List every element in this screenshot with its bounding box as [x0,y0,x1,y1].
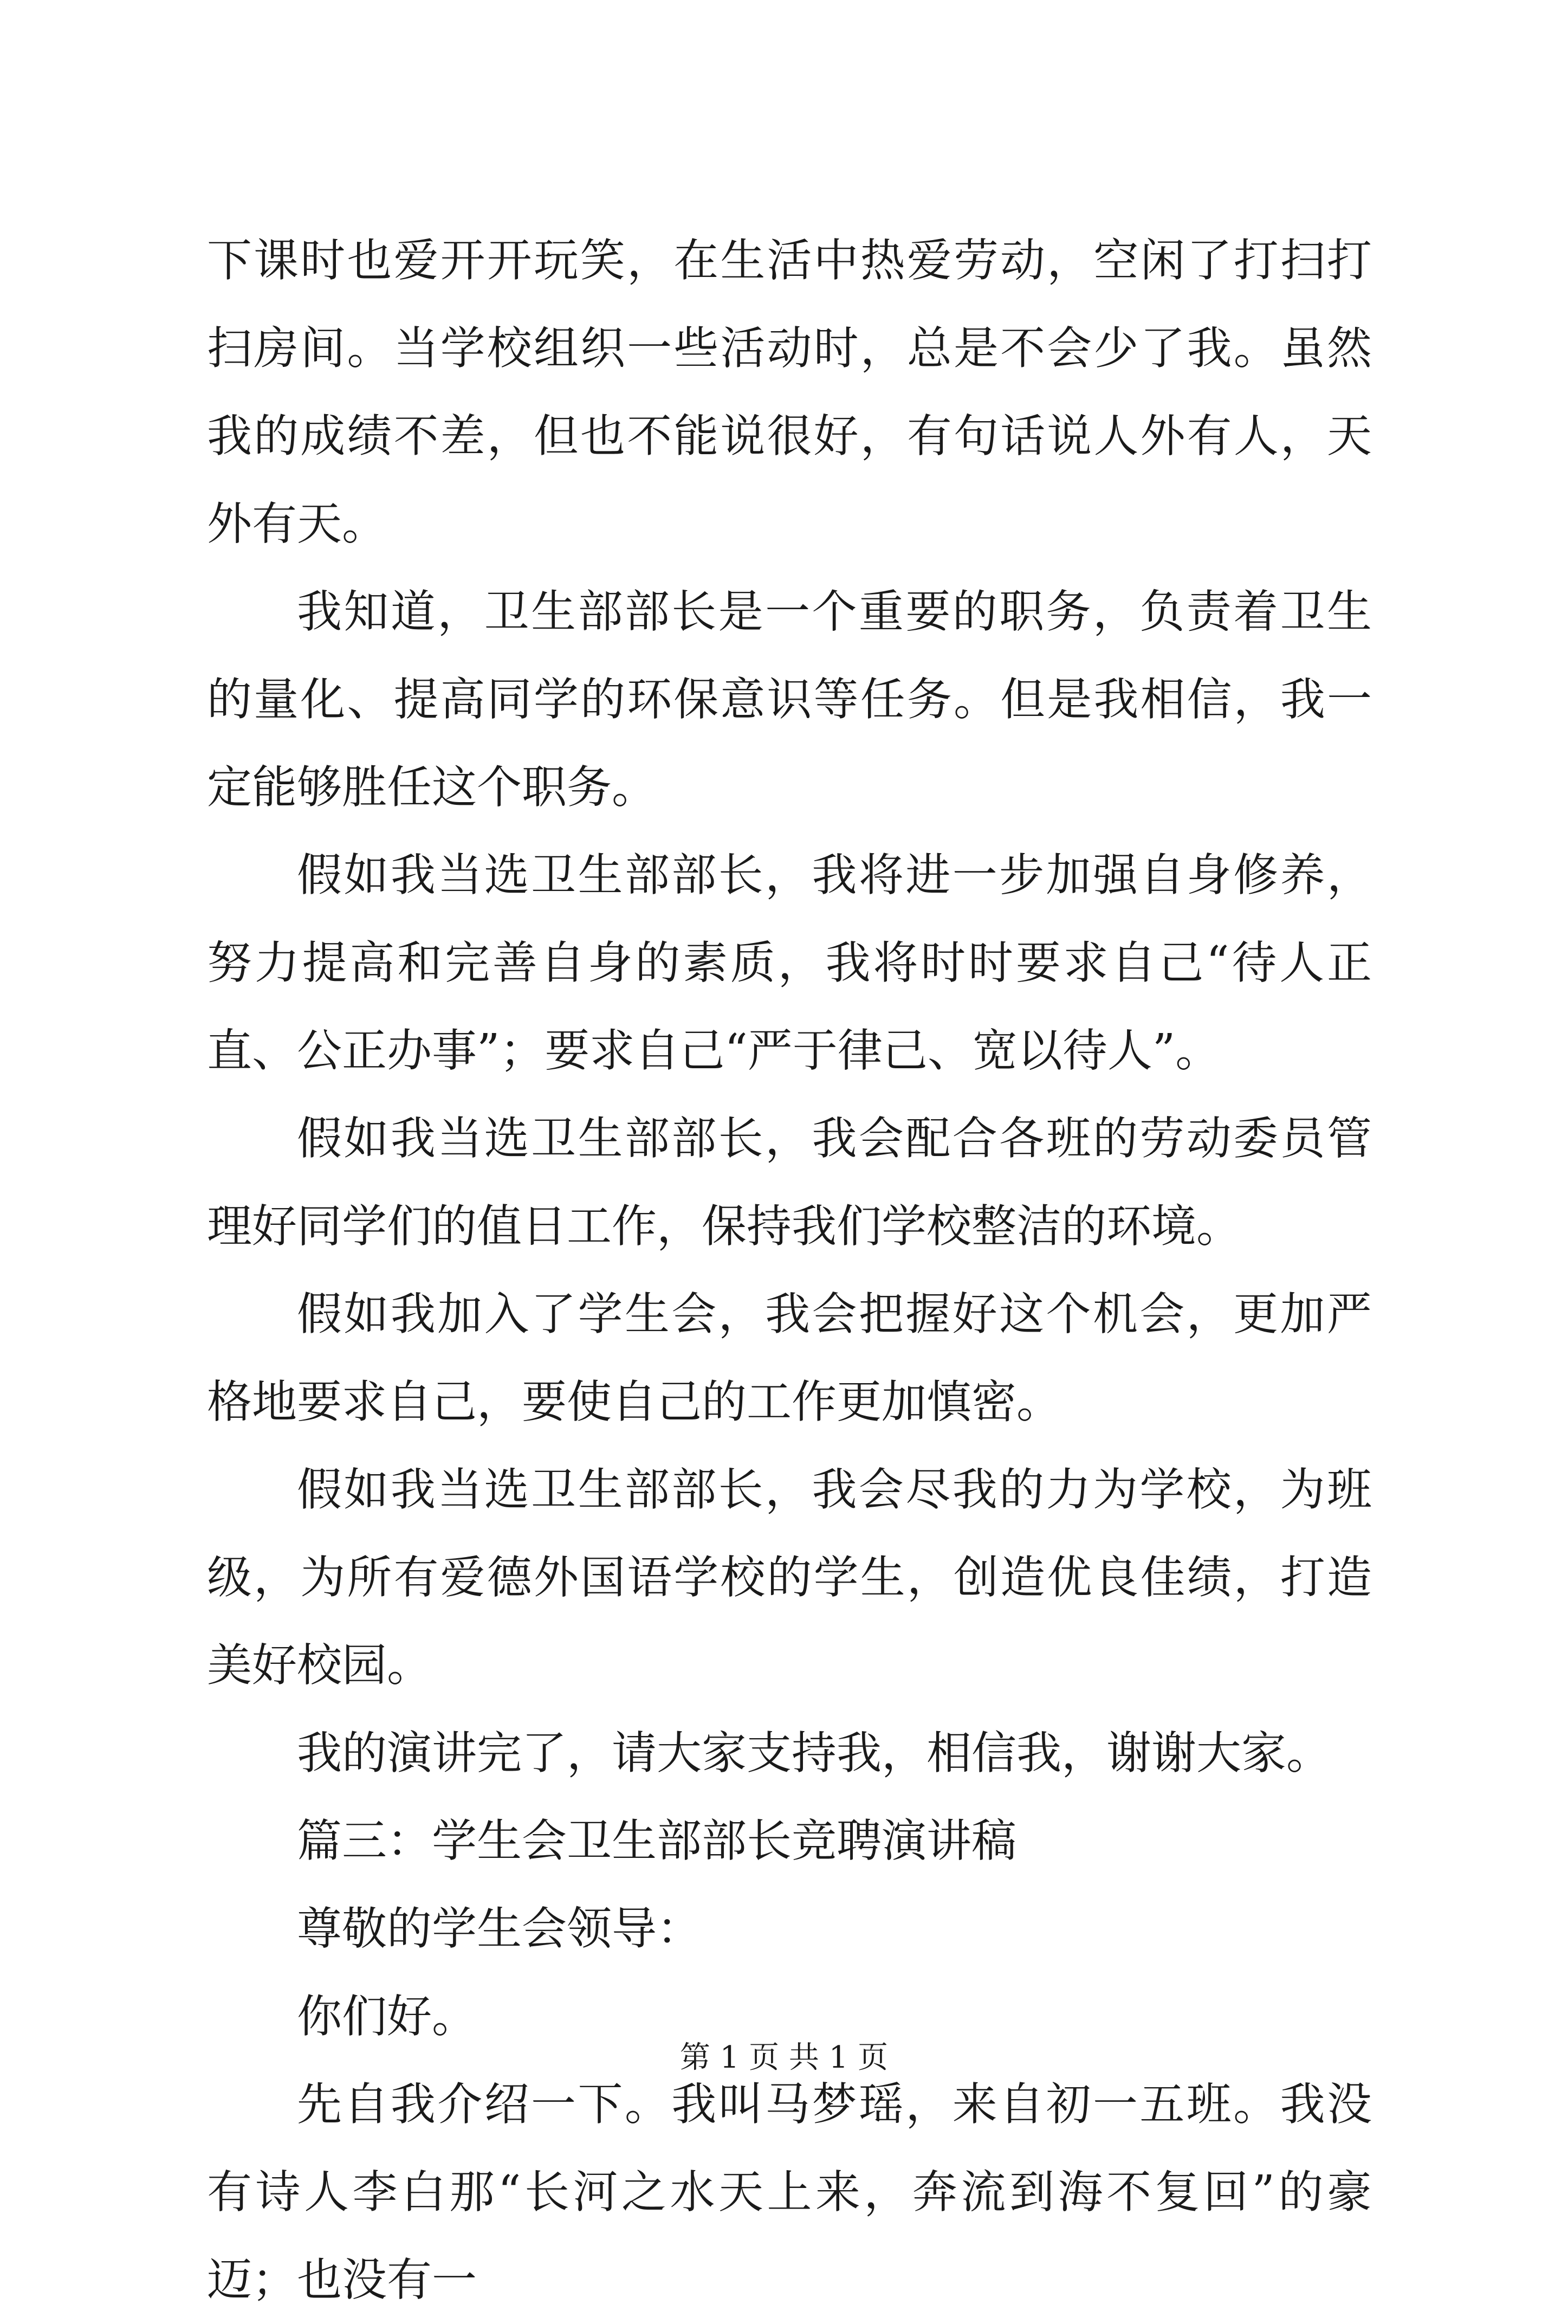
paragraph-4: 假如我当选卫生部部长，我会配合各班的劳动委员管理好同学们的值日工作，保持我们学校整洁的环境。 [207,1112,1372,1253]
paragraph-7: 我的演讲完了，请大家支持我，相信我，谢谢大家。 [297,1727,1331,1779]
greeting: 你们好。 [297,1990,477,2043]
paragraph-3: 假如我当选卫生部部长，我将进一步加强自身修养，努力提高和完善自身的素质，我将时时要求自己“待人正直、公正办事”；要求自己“严于律己、宽以待人”。 [207,849,1372,1077]
paragraph-intro: 先自我介绍一下。我叫马梦瑶，来自初一五班。我没有诗人李白那“长河之水天上来，奔流到海不复回”的豪迈；也没有一 [207,2078,1372,2306]
paragraph-2: 我知道，卫生部部长是一个重要的职务，负责着卫生的量化、提高同学的环保意识等任务。但是我相信，我一定能够胜任这个职务。 [207,585,1372,814]
section-heading: 篇三：学生会卫生部部长竞聘演讲稿 [297,1815,1016,1867]
document-body [207,217,1372,2324]
page-number-label: 第 1 页 共 1 页 [679,2040,889,2075]
paragraph-6: 假如我当选卫生部部长，我会尽我的力为学校，为班级，为所有爱德外国语学校的学生，创造优良佳绩，打造美好校园。 [207,1463,1372,1692]
page-footer [0,2039,1568,2077]
paragraph-1: 下课时也爱开开玩笑，在生活中热爱劳动，空闲了打扫打扫房间。当学校组织一些活动时，总是不会少了我。虽然我的成绩不差，但也不能说很好，有句话说人外有人，天外有天。 [207,234,1372,550]
salutation: 尊敬的学生会领导： [297,1902,702,1955]
paragraph-5: 假如我加入了学生会，我会把握好这个机会，更加严格地要求自己，要使自己的工作更加慎密。 [207,1288,1372,1428]
